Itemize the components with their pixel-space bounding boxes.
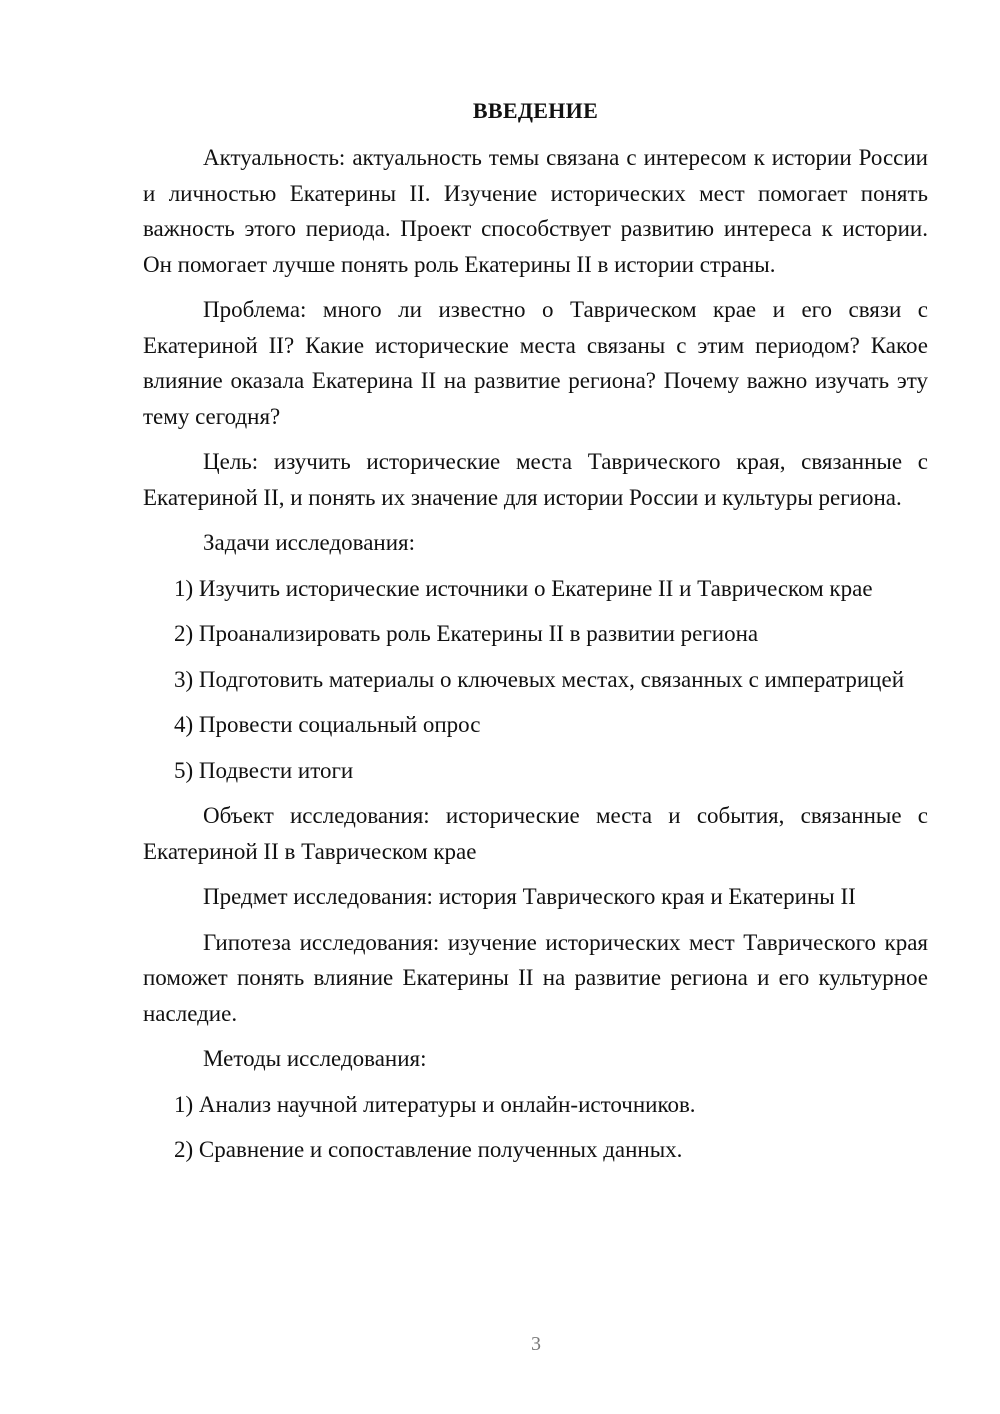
task-item: 2) Проанализировать роль Екатерины II в развитии региона <box>174 621 759 646</box>
hypothesis-paragraph: Гипотеза исследования: изучение исторических мест Таврического края поможет понять влияние Екатерины II на развитие региона и его культурное наследие. <box>143 929 928 1026</box>
task-item: 5) Подвести итоги <box>174 757 354 783</box>
task-item: 4) Провести социальный опрос <box>174 712 481 737</box>
goal-paragraph: Цель: изучить исторические места Таврического края, связанные с Екатериной II, и понять их значение для истории России и культуры региона. <box>143 449 928 510</box>
section-title: ВВЕДЕНИЕ <box>472 98 599 123</box>
task-item: 1) Изучить исторические источники о Екатерине II и Таврическом крае <box>174 575 873 601</box>
methods-heading: Методы исследования: <box>203 1046 427 1071</box>
relevance-paragraph: Актуальность: актуальность темы связана с интересом к истории России и личностью Екатерины II. Изучение исторических мест помогает понять важность этого периода. Проект способствует развитию интереса к истории. Он помогает лучше понять роль Екатерины II в истории страны. <box>143 145 928 277</box>
task-item: 3) Подготовить материалы о ключевых местах, связанных с императрицей <box>174 666 905 692</box>
method-item: 1) Анализ научной литературы и онлайн-источников. <box>174 1091 696 1117</box>
tasks-heading: Задачи исследования: <box>203 530 416 555</box>
subject-paragraph: Предмет исследования: история Таврического края и Екатерины II <box>203 884 856 909</box>
method-item: 2) Сравнение и сопоставление полученных данных. <box>174 1137 683 1162</box>
object-paragraph: Объект исследования: исторические места и события, связанные с Екатериной II в Таврическом крае <box>143 803 928 864</box>
page-number: 3 <box>531 1333 541 1355</box>
problem-paragraph: Проблема: много ли известно о Таврическом крае и его связи с Екатериной II? Какие исторические места связаны с этим периодом? Какое влияние оказала Екатерина II на развитие региона? Почему важно изучать эту тему сегодня? <box>143 297 928 429</box>
document-page <box>143 96 928 1178</box>
